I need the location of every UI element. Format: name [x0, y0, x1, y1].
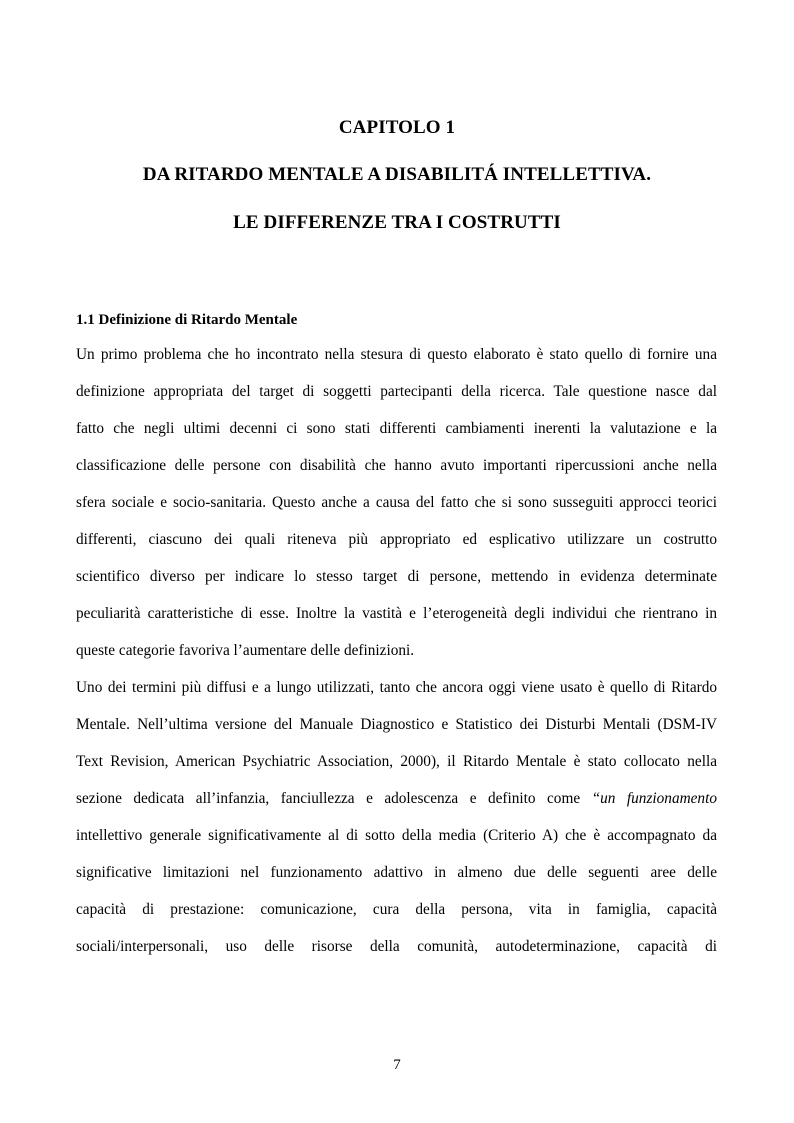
- page-number: 7: [393, 1057, 401, 1073]
- body-line: sociali/interpersonali, uso delle risorse della comunità, autodeterminazione, capacità di: [76, 938, 717, 955]
- body-line-with-quote: [76, 789, 717, 809]
- body-line: capacità di prestazione: comunicazione, cura della persona, vita in famiglia, capacità: [76, 901, 717, 918]
- body-line: significative limitazioni nel funzionamento adattivo in almeno due delle seguenti aree delle: [76, 864, 717, 881]
- body-line: differenti, ciascuno dei quali riteneva più appropriato ed esplicativo utilizzare un costrutto: [76, 531, 717, 548]
- chapter-number: CAPITOLO 1: [338, 117, 456, 138]
- body-line: scientifico diverso per indicare lo stesso target di persone, mettendo in evidenza determinate: [76, 568, 717, 585]
- chapter-title-line-1: DA RITARDO MENTALE A DISABILITÁ INTELLETTIVA.: [142, 164, 652, 185]
- body-line: Un primo problema che ho incontrato nella stesura di questo elaborato è stato quello di fornire una: [76, 346, 717, 363]
- body-line: peculiarità caratteristiche di esse. Inoltre la vastità e l’eterogeneità degli individui che rientrano in: [76, 605, 717, 622]
- body-line: classificazione delle persone con disabilità che hanno avuto importanti ripercussioni anche nella: [76, 457, 717, 474]
- body-line: fatto che negli ultimi decenni ci sono stati differenti cambiamenti inerenti la valutazione e la: [76, 420, 717, 437]
- quoted-definition: “un funzionamento: [591, 790, 717, 807]
- body-line: sfera sociale e socio-sanitaria. Questo anche a causa del fatto che si sono susseguiti approcci teorici: [76, 494, 717, 511]
- body-line: intellettivo generale significativamente al di sotto della media (Criterio A) che è accompagnato da: [76, 827, 717, 844]
- body-line: Mentale. Nell’ultima versione del Manuale Diagnostico e Statistico dei Disturbi Mentali (DSM-IV: [76, 716, 717, 733]
- body-line: Uno dei termini più diffusi e a lungo utilizzati, tanto che ancora oggi viene usato è quello di Ritardo: [76, 679, 717, 696]
- body-line: queste categorie favoriva l’aumentare delle definizioni.: [76, 642, 415, 659]
- body-line: definizione appropriata del target di soggetti partecipanti della ricerca. Tale questione nasce dal: [76, 383, 717, 400]
- chapter-title-line-2: LE DIFFERENZE TRA I COSTRUTTI: [233, 212, 561, 233]
- body-text: sezione dedicata all’infanzia, fanciullezza e adolescenza e definito come: [76, 790, 592, 807]
- section-heading: 1.1 Definizione di Ritardo Mentale: [76, 312, 298, 328]
- body-line: Text Revision, American Psychiatric Association, 2000), il Ritardo Mentale è stato collocato nella: [76, 753, 717, 770]
